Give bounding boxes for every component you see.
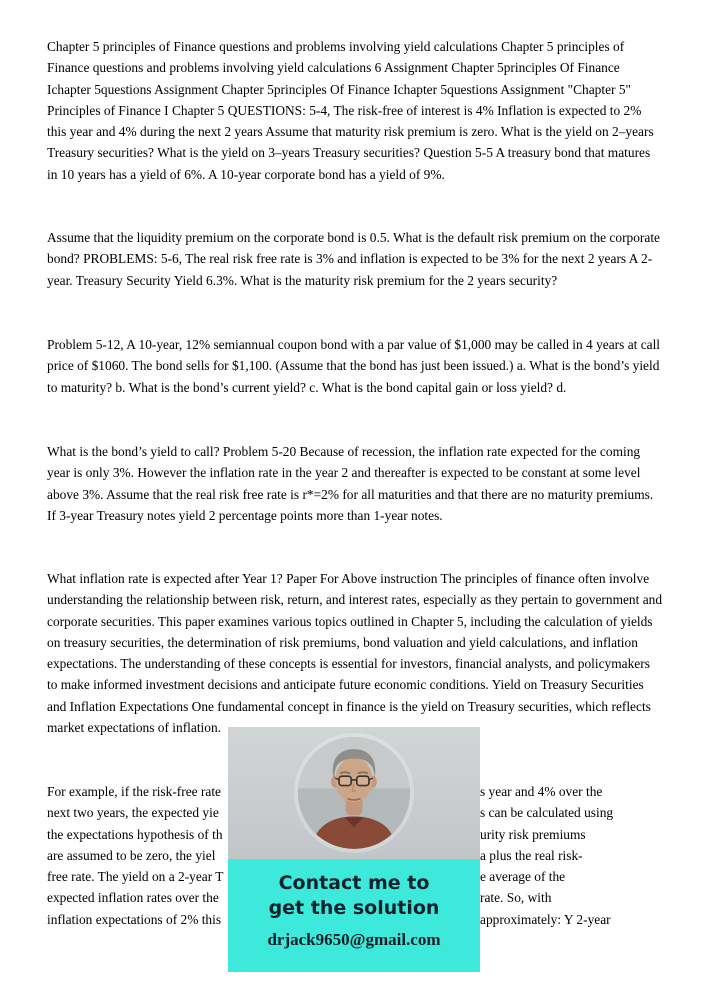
person-portrait-icon bbox=[298, 737, 410, 849]
line-left-fragment: free rate. The yield on a 2-year T bbox=[47, 869, 224, 885]
line-left-fragment: inflation expectations of 2% this bbox=[47, 911, 222, 927]
paragraph-5: What inflation rate is expected after Year 1? Paper For Above instruction The principles of finance often involve understanding the relationship between risk, return, and interest rates, especially as they pertain to government and corporate securities. This paper examines various topics outlined in Chapter 5, including the calculation of yields on treasury securities, the determination of risk premiums, bond valuation and yield calculations, and inflation expectations. The understanding of these concepts is essential for investors, financial analysts, and policymakers to make informed investment decisions and anticipate future economic conditions. Yield on Treasury Securities and Inflation Expectations One fundamental concept in finance is the yield on Treasury securities, which reflects market expectations of inflation. bbox=[47, 571, 663, 736]
line-left-fragment: the expectations hypothesis of th bbox=[47, 826, 223, 842]
avatar bbox=[298, 737, 410, 849]
line-right-fragment: s can be calculated using bbox=[480, 805, 614, 821]
contact-line-2: get the solution bbox=[268, 897, 440, 919]
paragraph-4: What is the bond’s yield to call? Problem 5-20 Because of recession, the inflation rate expected for the coming year is only 3%. However the inflation rate in the year 2 and thereafter is expected to be constant at some level above 3%. Assume that the real risk free rate is r*=2% for all maturities and that there are no maturity premiums. If 3-year Treasury notes yield 2 percentage points more than 1-year notes. bbox=[47, 444, 654, 523]
line-right-fragment: s year and 4% over the bbox=[480, 784, 603, 799]
contact-email[interactable]: drjack9650@gmail.com bbox=[267, 930, 441, 949]
line-right-fragment: a plus the real risk- bbox=[480, 847, 583, 863]
line-left-fragment: expected inflation rates over the bbox=[47, 890, 219, 906]
paragraph-1: Chapter 5 principles of Finance questions and problems involving yield calculations Chapter 5 principles of Finance questions and problems involving yield calculations 6 Assignment Chapter 5principles Of Finance Ichapter 5questions Assignment Chapter 5principles Of Finance Ichapter 5questions Assignment "Chapter 5" Principles of Finance I Chapter 5 QUESTIONS: 5-4, The risk-free of interest is 4% Inflation is expected to 2% this year and 4% during the next 2 years Assume that maturity risk premium is zero. What is the yield on 2–years Treasury securities? What is the yield on 3–years Treasury securities? Question 5-5 A treasury bond that matures in 10 years has a yield of 6%. A 10-year corporate bond has a yield of 9%. bbox=[47, 39, 654, 182]
paragraph-2: Assume that the liquidity premium on the corporate bond is 0.5. What is the default risk premium on the corporate bond? PROBLEMS: 5-6, The real risk free rate is 3% and inflation is expected to be 3% for the next 2 years A 2-year. Treasury Security Yield 6.3%. What is the maturity risk premium for the 2 years security? bbox=[47, 230, 660, 288]
line-right-fragment: urity risk premiums bbox=[480, 826, 586, 842]
line-right-fragment: rate. So, with bbox=[480, 890, 552, 906]
contact-photo-background bbox=[228, 727, 480, 859]
contact-overlay-card[interactable] bbox=[228, 727, 480, 972]
line-right-fragment: e average of the bbox=[480, 869, 566, 885]
contact-line-1: Contact me to bbox=[278, 872, 430, 894]
line-right-fragment: approximately: Y 2-year bbox=[480, 911, 611, 927]
contact-message bbox=[228, 871, 480, 921]
line-left-fragment: For example, if the risk-free rate bbox=[47, 784, 221, 799]
paragraph-3: Problem 5-12, A 10-year, 12% semiannual coupon bond with a par value of $1,000 may be called in 4 years at call price of $1060. The bond sells for $1,100. (Assume that the bond has just been issued.) a. What is the bond’s yield to maturity? b. What is the bond’s current yield? c. What is the bond capital gain or loss yield? d. bbox=[47, 337, 661, 395]
line-left-fragment: next two years, the expected yie bbox=[47, 805, 219, 821]
line-left-fragment: are assumed to be zero, the yiel bbox=[47, 847, 216, 863]
